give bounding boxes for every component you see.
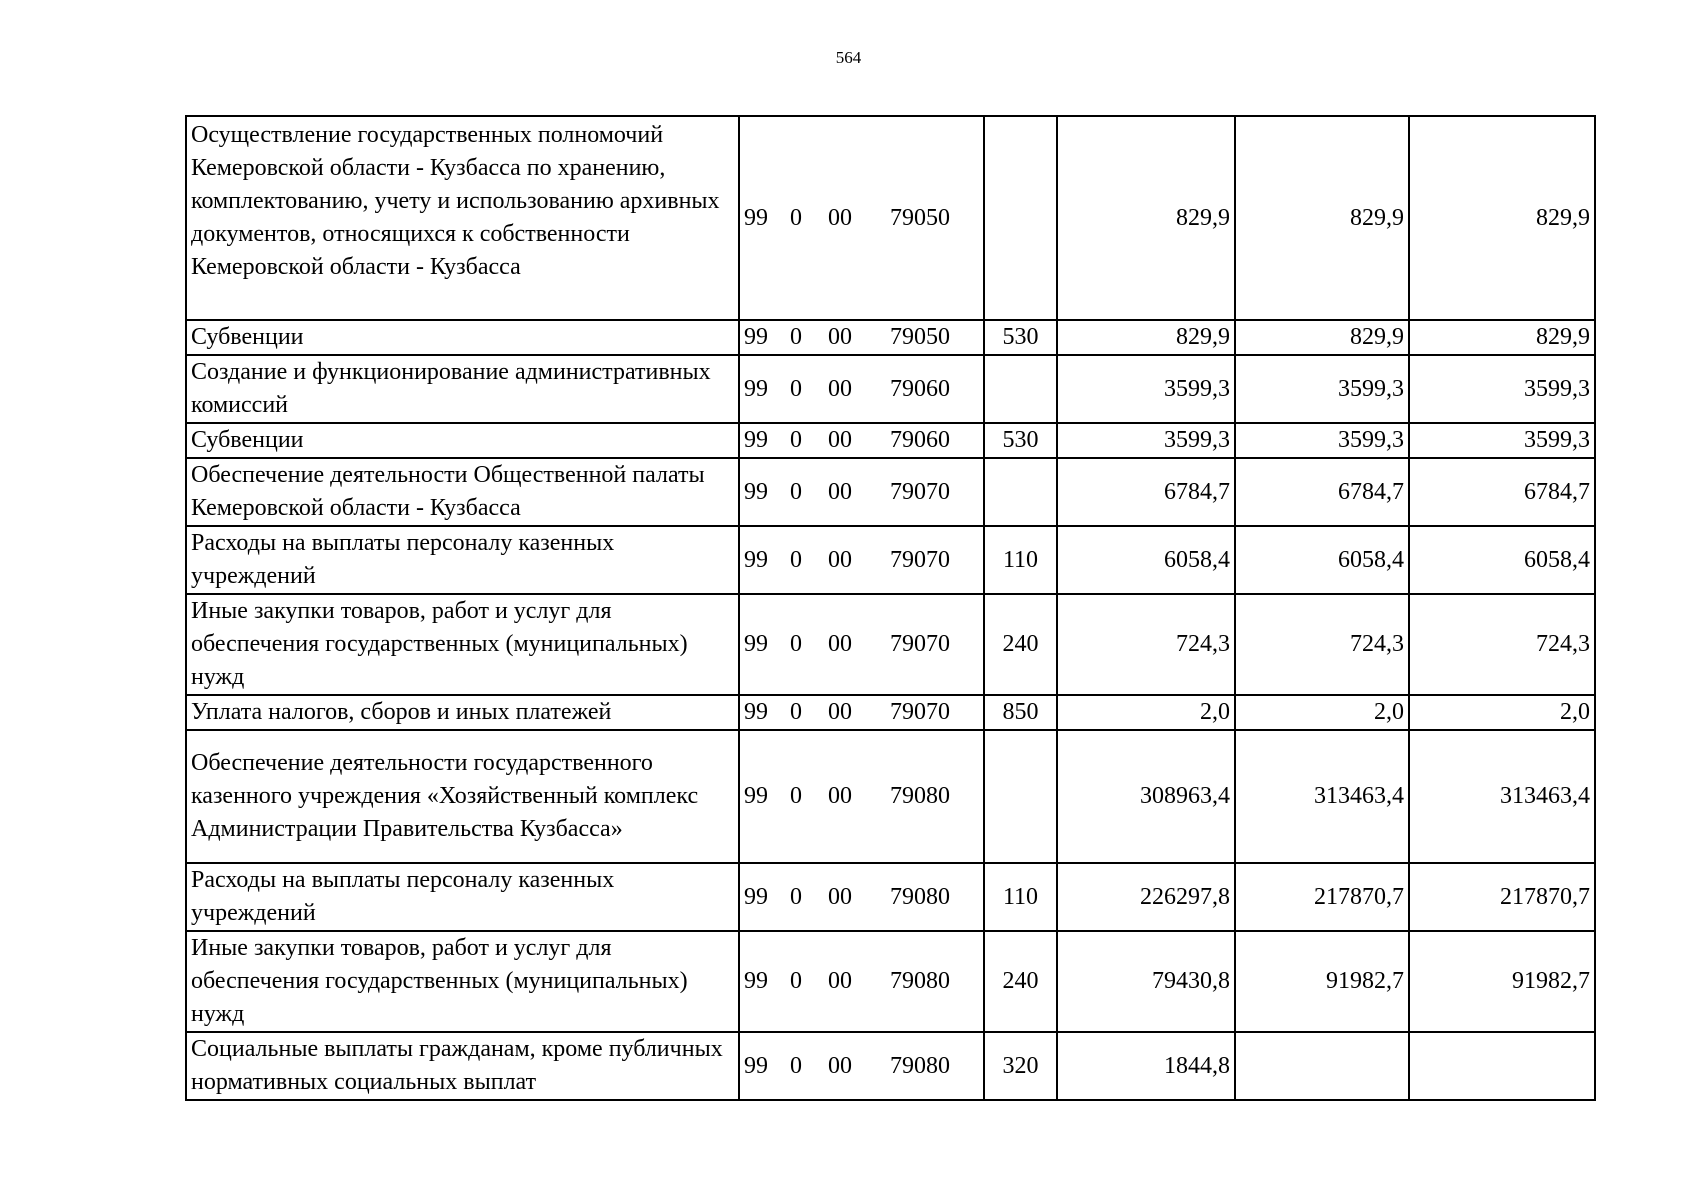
row-sum-1: 829,9 [1057,116,1235,320]
row-name: Расходы на выплаты персоналу казенных учреждений [186,863,739,931]
table-row [186,458,1595,526]
page-number: 564 [835,48,862,67]
row-sum-2: 2,0 [1235,695,1409,730]
code-main-activity: 00 [828,204,852,231]
row-name: Социальные выплаты гражданам, кроме публичных нормативных социальных выплат [186,1032,739,1100]
code-direction: 79060 [890,427,950,453]
row-sum-3: 829,9 [1409,320,1595,355]
row-expense-type: 240 [984,594,1057,695]
row-sum-1: 226297,8 [1057,863,1235,931]
row-name: Создание и функционирование административных комиссий [186,355,739,423]
row-sum-3 [1409,1032,1595,1100]
code-program: 99 [744,631,768,657]
row-sum-2: 829,9 [1235,116,1409,320]
code-direction: 79080 [890,968,950,994]
row-name: Осуществление государственных полномочий Кемеровской области - Кузбасса по хранению, комплектованию, учету и использованию архивных документов, относящихся к собственности Кемеровской области - Кузбасса [186,116,739,320]
code-program: 99 [744,427,768,453]
row-expense-type [984,730,1057,863]
table-row [186,1032,1595,1100]
code-main-activity: 00 [828,375,852,402]
table-row [186,320,1595,355]
row-target-code [739,355,984,423]
code-main-activity: 00 [828,631,852,657]
code-program: 99 [744,699,768,725]
code-program: 99 [744,478,768,505]
row-sum-3: 6058,4 [1409,526,1595,594]
row-target-code [739,695,984,730]
row-sum-2: 3599,3 [1235,355,1409,423]
row-expense-type [984,116,1057,320]
row-sum-3: 2,0 [1409,695,1595,730]
code-subprogram: 0 [790,375,802,402]
code-subprogram: 0 [790,1052,802,1079]
row-target-code [739,863,984,931]
row-name: Субвенции [186,423,739,458]
row-expense-type: 850 [984,695,1057,730]
row-sum-1: 724,3 [1057,594,1235,695]
row-expense-type: 240 [984,931,1057,1032]
row-target-code [739,594,984,695]
row-sum-2: 6058,4 [1235,526,1409,594]
row-target-code [739,526,984,594]
code-direction: 79080 [890,1052,950,1079]
code-program: 99 [744,783,768,809]
code-subprogram: 0 [790,968,802,994]
code-main-activity: 00 [828,1052,852,1079]
row-sum-1: 2,0 [1057,695,1235,730]
code-subprogram: 0 [790,546,802,573]
code-direction: 79050 [890,324,950,350]
code-subprogram: 0 [790,783,802,809]
row-target-code [739,730,984,863]
table-row [186,526,1595,594]
row-name: Уплата налогов, сборов и иных платежей [186,695,739,730]
code-main-activity: 00 [828,324,852,350]
row-sum-1: 308963,4 [1057,730,1235,863]
table-row [186,730,1595,863]
code-main-activity: 00 [828,883,852,910]
code-direction: 79060 [890,375,950,402]
row-name: Субвенции [186,320,739,355]
row-target-code [739,458,984,526]
code-direction: 79050 [890,204,950,231]
row-target-code [739,116,984,320]
table-row [186,931,1595,1032]
code-direction: 79070 [890,699,950,725]
row-sum-2: 3599,3 [1235,423,1409,458]
code-direction: 79070 [890,546,950,573]
row-sum-3: 3599,3 [1409,355,1595,423]
code-subprogram: 0 [790,324,802,350]
row-sum-3: 217870,7 [1409,863,1595,931]
code-subprogram: 0 [790,631,802,657]
row-sum-1: 79430,8 [1057,931,1235,1032]
table-row [186,423,1595,458]
code-direction: 79080 [890,883,950,910]
row-sum-2: 313463,4 [1235,730,1409,863]
code-subprogram: 0 [790,478,802,505]
row-expense-type: 320 [984,1032,1057,1100]
code-program: 99 [744,375,768,402]
code-direction: 79080 [890,783,950,809]
code-main-activity: 00 [828,783,852,809]
row-sum-3: 313463,4 [1409,730,1595,863]
code-subprogram: 0 [790,699,802,725]
row-expense-type: 110 [984,526,1057,594]
row-sum-3: 829,9 [1409,116,1595,320]
row-expense-type: 110 [984,863,1057,931]
row-sum-1: 3599,3 [1057,355,1235,423]
code-subprogram: 0 [790,204,802,231]
table-row [186,355,1595,423]
row-sum-2: 91982,7 [1235,931,1409,1032]
code-program: 99 [744,204,768,231]
row-name: Иные закупки товаров, работ и услуг для обеспечения государственных (муниципальных) нужд [186,594,739,695]
code-direction: 79070 [890,631,950,657]
budget-table [185,115,1596,1101]
row-name: Иные закупки товаров, работ и услуг для обеспечения государственных (муниципальных) нужд [186,931,739,1032]
table-row [186,863,1595,931]
row-expense-type [984,458,1057,526]
code-main-activity: 00 [828,699,852,725]
code-main-activity: 00 [828,968,852,994]
row-sum-2: 217870,7 [1235,863,1409,931]
row-sum-3: 724,3 [1409,594,1595,695]
row-expense-type: 530 [984,423,1057,458]
row-name: Обеспечение деятельности Общественной палаты Кемеровской области - Кузбасса [186,458,739,526]
code-program: 99 [744,883,768,910]
row-name: Обеспечение деятельности государственного казенного учреждения «Хозяйственный комплекс Администрации Правительства Кузбасса» [186,730,739,863]
row-sum-3: 91982,7 [1409,931,1595,1032]
row-sum-2 [1235,1032,1409,1100]
row-sum-2: 724,3 [1235,594,1409,695]
row-target-code [739,1032,984,1100]
code-main-activity: 00 [828,478,852,505]
row-sum-3: 6784,7 [1409,458,1595,526]
row-sum-1: 829,9 [1057,320,1235,355]
row-sum-1: 3599,3 [1057,423,1235,458]
row-expense-type: 530 [984,320,1057,355]
code-program: 99 [744,968,768,994]
row-target-code [739,320,984,355]
row-sum-2: 6784,7 [1235,458,1409,526]
row-target-code [739,931,984,1032]
code-subprogram: 0 [790,883,802,910]
row-sum-1: 6058,4 [1057,526,1235,594]
code-program: 99 [744,1052,768,1079]
row-sum-1: 1844,8 [1057,1032,1235,1100]
table-row [186,594,1595,695]
row-sum-1: 6784,7 [1057,458,1235,526]
table-row [186,695,1595,730]
code-subprogram: 0 [790,427,802,453]
row-sum-2: 829,9 [1235,320,1409,355]
row-target-code [739,423,984,458]
row-sum-3: 3599,3 [1409,423,1595,458]
row-name: Расходы на выплаты персоналу казенных учреждений [186,526,739,594]
code-main-activity: 00 [828,546,852,573]
code-direction: 79070 [890,478,950,505]
code-main-activity: 00 [828,427,852,453]
table-row [186,116,1595,320]
code-program: 99 [744,324,768,350]
row-expense-type [984,355,1057,423]
code-program: 99 [744,546,768,573]
